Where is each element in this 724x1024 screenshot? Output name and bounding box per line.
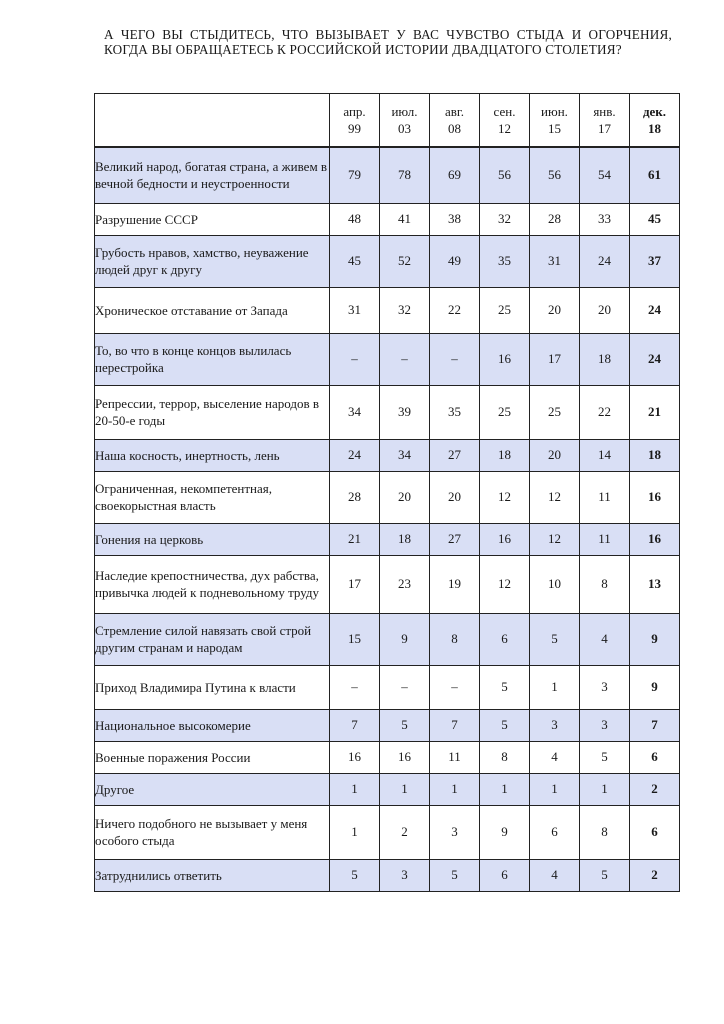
- value-cell: –: [380, 333, 430, 385]
- value-cell-latest: 24: [630, 333, 680, 385]
- value-cell: 79: [330, 147, 380, 203]
- row-label: Гонения на церковь: [95, 523, 330, 555]
- table-row: [95, 385, 680, 439]
- value-cell: 6: [480, 613, 530, 665]
- row-label: Военные поражения России: [95, 741, 330, 773]
- value-cell-latest: 13: [630, 555, 680, 613]
- row-label: Репрессии, террор, выселение народов в 20-50-е годы: [95, 385, 330, 439]
- value-cell: 8: [580, 805, 630, 859]
- value-cell: 11: [580, 471, 630, 523]
- value-cell: 28: [330, 471, 380, 523]
- value-cell: 35: [430, 385, 480, 439]
- header-blank-cell: [95, 94, 330, 148]
- value-cell: 27: [430, 439, 480, 471]
- value-cell-latest: 2: [630, 773, 680, 805]
- value-cell: 78: [380, 147, 430, 203]
- value-cell: 6: [530, 805, 580, 859]
- value-cell-latest: 16: [630, 523, 680, 555]
- value-cell: 16: [480, 523, 530, 555]
- value-cell: 56: [530, 147, 580, 203]
- value-cell: 1: [380, 773, 430, 805]
- value-cell: 9: [480, 805, 530, 859]
- value-cell: 10: [530, 555, 580, 613]
- value-cell: 8: [480, 741, 530, 773]
- value-cell: 39: [380, 385, 430, 439]
- value-cell: 32: [480, 203, 530, 235]
- value-cell: 1: [580, 773, 630, 805]
- row-label: Национальное высокомерие: [95, 709, 330, 741]
- value-cell: 7: [330, 709, 380, 741]
- value-cell-latest: 2: [630, 859, 680, 891]
- row-label: Приход Владимира Путина к власти: [95, 665, 330, 709]
- row-label: Разрушение СССР: [95, 203, 330, 235]
- value-cell: 31: [530, 235, 580, 287]
- value-cell: 34: [380, 439, 430, 471]
- survey-results-table: [94, 93, 680, 892]
- table-row: [95, 613, 680, 665]
- value-cell: 17: [330, 555, 380, 613]
- row-label: Наша косность, инертность, лень: [95, 439, 330, 471]
- value-cell: 18: [480, 439, 530, 471]
- value-cell: 18: [380, 523, 430, 555]
- value-cell: 1: [330, 805, 380, 859]
- table-row: [95, 471, 680, 523]
- column-header: сен. 12: [480, 94, 530, 148]
- table-row: [95, 287, 680, 333]
- value-cell-latest: 6: [630, 741, 680, 773]
- column-header: июн. 15: [530, 94, 580, 148]
- column-header: янв. 17: [580, 94, 630, 148]
- value-cell: 45: [330, 235, 380, 287]
- value-cell: 22: [580, 385, 630, 439]
- value-cell: 24: [580, 235, 630, 287]
- table-row: [95, 741, 680, 773]
- value-cell-latest: 45: [630, 203, 680, 235]
- value-cell: 20: [430, 471, 480, 523]
- value-cell-latest: 9: [630, 613, 680, 665]
- value-cell: 49: [430, 235, 480, 287]
- value-cell: 17: [530, 333, 580, 385]
- value-cell: 2: [380, 805, 430, 859]
- value-cell-latest: 16: [630, 471, 680, 523]
- table-row: [95, 147, 680, 203]
- value-cell: 25: [480, 287, 530, 333]
- value-cell: 3: [530, 709, 580, 741]
- row-label: Хроническое отставание от Запада: [95, 287, 330, 333]
- value-cell: 16: [480, 333, 530, 385]
- value-cell-latest: 61: [630, 147, 680, 203]
- value-cell: 31: [330, 287, 380, 333]
- table-row: [95, 439, 680, 471]
- value-cell: 5: [580, 859, 630, 891]
- value-cell: 38: [430, 203, 480, 235]
- value-cell: 25: [480, 385, 530, 439]
- table-row: [95, 773, 680, 805]
- value-cell: 11: [430, 741, 480, 773]
- value-cell: 1: [330, 773, 380, 805]
- value-cell: 32: [380, 287, 430, 333]
- table-row: [95, 203, 680, 235]
- value-cell: –: [430, 333, 480, 385]
- value-cell: 3: [380, 859, 430, 891]
- column-header: авг. 08: [430, 94, 480, 148]
- value-cell-latest: 18: [630, 439, 680, 471]
- value-cell: 15: [330, 613, 380, 665]
- value-cell: 14: [580, 439, 630, 471]
- row-label: Ограниченная, некомпетентная, своекорыстная власть: [95, 471, 330, 523]
- value-cell: 22: [430, 287, 480, 333]
- table-row: [95, 859, 680, 891]
- value-cell: 48: [330, 203, 380, 235]
- row-label: Грубость нравов, хамство, неуважение людей друг к другу: [95, 235, 330, 287]
- value-cell: 11: [580, 523, 630, 555]
- value-cell: 8: [580, 555, 630, 613]
- value-cell: 5: [430, 859, 480, 891]
- value-cell: 23: [380, 555, 430, 613]
- row-label: Затруднились ответить: [95, 859, 330, 891]
- value-cell: 33: [580, 203, 630, 235]
- value-cell: 18: [580, 333, 630, 385]
- value-cell: 5: [380, 709, 430, 741]
- value-cell-latest: 7: [630, 709, 680, 741]
- value-cell: 20: [530, 287, 580, 333]
- value-cell-latest: 9: [630, 665, 680, 709]
- value-cell: 12: [480, 471, 530, 523]
- value-cell: –: [430, 665, 480, 709]
- value-cell: 5: [530, 613, 580, 665]
- value-cell: 5: [480, 709, 530, 741]
- value-cell: 4: [580, 613, 630, 665]
- value-cell: 1: [430, 773, 480, 805]
- value-cell: 5: [330, 859, 380, 891]
- table-row: [95, 523, 680, 555]
- value-cell: 6: [480, 859, 530, 891]
- value-cell: 19: [430, 555, 480, 613]
- value-cell: 54: [580, 147, 630, 203]
- value-cell: 3: [580, 709, 630, 741]
- column-header: июл. 03: [380, 94, 430, 148]
- value-cell: 7: [430, 709, 480, 741]
- survey-question-title: А ЧЕГО ВЫ СТЫДИТЕСЬ, ЧТО ВЫЗЫВАЕТ У ВАС ЧУВСТВО СТЫДА И ОГОРЧЕНИЯ, КОГДА ВЫ ОБРАЩАЕТЕСЬ К РОССИЙСКОЙ ИСТОРИИ ДВАДЦАТОГО СТОЛЕТИЯ?: [104, 27, 672, 57]
- table-row: [95, 555, 680, 613]
- table-header: [95, 94, 680, 148]
- value-cell: –: [330, 333, 380, 385]
- value-cell: 41: [380, 203, 430, 235]
- value-cell: 20: [380, 471, 430, 523]
- value-cell: 25: [530, 385, 580, 439]
- value-cell: 1: [530, 773, 580, 805]
- row-label: Ничего подобного не вызывает у меня особого стыда: [95, 805, 330, 859]
- value-cell: 8: [430, 613, 480, 665]
- value-cell: 35: [480, 235, 530, 287]
- value-cell: 3: [580, 665, 630, 709]
- value-cell: 56: [480, 147, 530, 203]
- value-cell: 69: [430, 147, 480, 203]
- value-cell: 5: [480, 665, 530, 709]
- value-cell: 12: [530, 523, 580, 555]
- value-cell: 1: [480, 773, 530, 805]
- header-row: [95, 94, 680, 148]
- row-label: То, во что в конце концов вылилась перестройка: [95, 333, 330, 385]
- value-cell: 9: [380, 613, 430, 665]
- value-cell: 4: [530, 859, 580, 891]
- value-cell: 12: [530, 471, 580, 523]
- value-cell: 27: [430, 523, 480, 555]
- value-cell: 1: [530, 665, 580, 709]
- value-cell: 20: [580, 287, 630, 333]
- row-label: Стремление силой навязать свой строй другим странам и народам: [95, 613, 330, 665]
- value-cell-latest: 6: [630, 805, 680, 859]
- value-cell: 12: [480, 555, 530, 613]
- table-body: [95, 147, 680, 891]
- value-cell-latest: 24: [630, 287, 680, 333]
- value-cell: 24: [330, 439, 380, 471]
- value-cell: 52: [380, 235, 430, 287]
- column-header: апр. 99: [330, 94, 380, 148]
- value-cell: 34: [330, 385, 380, 439]
- value-cell: 16: [380, 741, 430, 773]
- table-row: [95, 235, 680, 287]
- value-cell: 28: [530, 203, 580, 235]
- row-label: Другое: [95, 773, 330, 805]
- table-row: [95, 333, 680, 385]
- value-cell: –: [330, 665, 380, 709]
- value-cell-latest: 37: [630, 235, 680, 287]
- column-header-latest: дек. 18: [630, 94, 680, 148]
- table-row: [95, 709, 680, 741]
- value-cell: 21: [330, 523, 380, 555]
- value-cell: 5: [580, 741, 630, 773]
- value-cell: 20: [530, 439, 580, 471]
- value-cell: –: [380, 665, 430, 709]
- value-cell: 16: [330, 741, 380, 773]
- table-row: [95, 805, 680, 859]
- value-cell: 3: [430, 805, 480, 859]
- value-cell: 4: [530, 741, 580, 773]
- table-row: [95, 665, 680, 709]
- row-label: Наследие крепостничества, дух рабства, привычка людей к подневольному труду: [95, 555, 330, 613]
- row-label: Великий народ, богатая страна, а живем в вечной бедности и неустроенности: [95, 147, 330, 203]
- value-cell-latest: 21: [630, 385, 680, 439]
